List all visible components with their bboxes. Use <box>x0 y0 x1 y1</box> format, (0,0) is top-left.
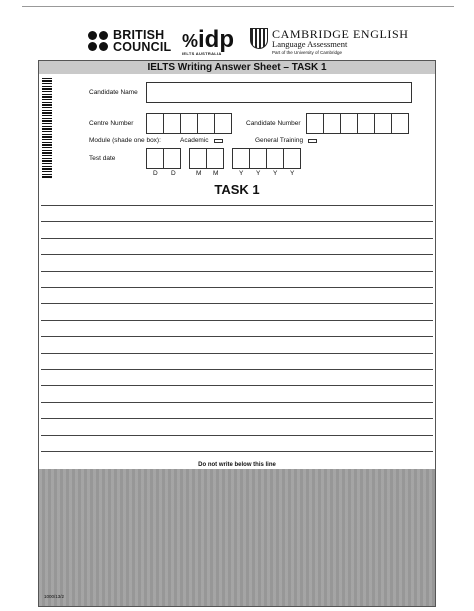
test-date-year-field[interactable] <box>232 148 300 169</box>
module-label: Module (shade one box): <box>89 137 161 144</box>
centre-number-label: Centre Number <box>89 120 134 127</box>
idp-logo-text: idp <box>198 26 235 53</box>
date-letter: Y <box>256 170 261 177</box>
date-letter: M <box>213 170 219 177</box>
cambridge-crest-icon <box>250 28 268 49</box>
writing-line[interactable] <box>41 435 433 436</box>
academic-checkbox[interactable] <box>214 139 223 143</box>
writing-line[interactable] <box>41 238 433 239</box>
idp-subtitle: IELTS AUSTRALIA <box>182 51 222 56</box>
general-training-label: General Training <box>255 137 304 144</box>
writing-line[interactable] <box>41 287 433 288</box>
cambridge-title: CAMBRIDGE ENGLISH <box>272 27 409 41</box>
date-letter: Y <box>239 170 244 177</box>
writing-line[interactable] <box>41 303 433 304</box>
british-council-line-1: BRITISH <box>113 28 165 42</box>
barcode-icon <box>42 78 52 178</box>
test-date-day-field[interactable] <box>146 148 180 169</box>
writing-line[interactable] <box>41 336 433 337</box>
academic-label: Academic <box>180 137 209 144</box>
british-council-line-2: COUNCIL <box>113 40 172 54</box>
writing-line[interactable] <box>41 205 433 206</box>
writing-line[interactable] <box>41 369 433 370</box>
centre-number-field[interactable] <box>146 113 231 134</box>
idp-logo: %idp <box>182 26 235 53</box>
british-council-dots-icon <box>88 31 110 53</box>
candidate-number-field[interactable] <box>306 113 408 134</box>
do-not-write-note: Do not write below this line <box>198 462 276 468</box>
date-letter: D <box>171 170 176 177</box>
candidate-name-field[interactable] <box>146 82 412 103</box>
top-rule <box>22 6 454 7</box>
task-heading: TASK 1 <box>214 182 260 197</box>
form-code: 1000/13/2 <box>44 594 65 599</box>
writing-line[interactable] <box>41 254 433 255</box>
writing-line[interactable] <box>41 320 433 321</box>
candidate-name-label: Candidate Name <box>89 89 138 96</box>
sheet-title: IELTS Writing Answer Sheet – TASK 1 <box>39 61 435 74</box>
date-letter: D <box>153 170 158 177</box>
cambridge-subtitle: Language Assessment <box>272 39 348 49</box>
writing-line[interactable] <box>41 385 433 386</box>
date-letter: Y <box>290 170 295 177</box>
general-training-checkbox[interactable] <box>308 139 317 143</box>
writing-line[interactable] <box>41 418 433 419</box>
writing-line[interactable] <box>41 353 433 354</box>
writing-line[interactable] <box>41 451 433 452</box>
writing-line[interactable] <box>41 221 433 222</box>
date-letter: M <box>196 170 202 177</box>
examiner-use-area <box>39 469 435 606</box>
candidate-number-label: Candidate Number <box>246 120 301 127</box>
test-date-month-field[interactable] <box>189 148 223 169</box>
writing-line[interactable] <box>41 271 433 272</box>
cambridge-small-text: Part of the University of Cambridge <box>272 50 343 55</box>
british-council-logo <box>113 29 171 53</box>
writing-line[interactable] <box>41 402 433 403</box>
test-date-label: Test date <box>89 155 116 162</box>
date-letter: Y <box>273 170 278 177</box>
